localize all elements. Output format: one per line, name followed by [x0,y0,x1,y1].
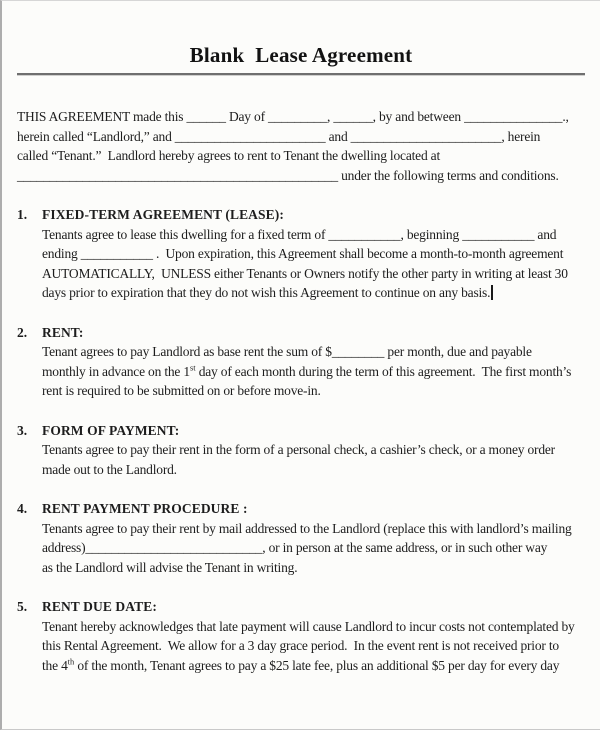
section-list [17,205,585,675]
section-content [42,205,585,303]
section-heading: FIXED-TERM AGREEMENT (LEASE): [42,207,284,222]
text-run: ending ___________ . Upon expiration, this Agreement shall become a month-to-month agreement [42,246,564,261]
intro-line: called “Tenant.” Landlord hereby agrees to rent to Tenant the dwelling located at [17,148,441,163]
section-line [42,636,585,656]
text-run: AUTOMATICALLY, UNLESS either Tenants or Owners notify the other party in writing at least 30 [42,265,568,281]
intro-line: THIS AGREEMENT made this ______ Day of _________, ______, by and between _______________., [17,109,569,124]
section-number: 2. [17,324,28,340]
title-rule [17,73,585,75]
agreement-section [17,205,585,303]
agreement-section [17,597,585,675]
agreement-section [17,323,585,401]
intro-line: herein called “Landlord,” and _______________________ and _______________________, herein [17,128,541,144]
text-run: Tenants agree to pay their rent in the form of a personal check, a cashier’s check, or a money order [42,442,555,457]
text-run: monthly in advance on the 1 [42,363,190,379]
section-heading: FORM OF PAYMENT: [42,422,180,438]
section-line [42,440,585,460]
section-line [42,283,585,303]
section-content [42,421,585,480]
section-heading: RENT PAYMENT PROCEDURE : [42,501,248,516]
text-run: of the month, Tenant agrees to pay a $25 late fee, plus an additional $5 per day for every day [74,657,560,673]
section-line [42,381,585,401]
section-number: 4. [17,501,28,516]
text-run: day of each month during the term of this agreement. The first month’s [195,363,572,379]
intro-line: _________________________________________________ under the following terms and conditions. [17,167,559,183]
agreement-section [17,499,585,577]
section-number: 5. [17,599,28,614]
text-run: as the Landlord will advise the Tenant in writing. [42,559,298,575]
section-line [42,558,585,578]
agreement-section [17,421,585,480]
text-run: made out to the Landlord. [42,461,177,477]
text-run: Tenants agree to lease this dwelling for a fixed term of ___________, beginning ___________ and [42,226,557,242]
section-heading: RENT DUE DATE: [42,599,157,614]
section-line [42,225,585,245]
section-body [42,440,585,479]
section-line [42,342,585,362]
text-run: the 4 [42,657,68,673]
ordinal-superscript: th [67,657,75,666]
section-heading: RENT: [42,324,84,340]
ordinal-superscript: st [189,363,196,372]
intro-paragraph [17,107,585,185]
section-line [42,538,585,558]
section-line [42,460,585,480]
section-number: 1. [17,207,28,222]
text-run: address)___________________________, or in person at the same address, or in such other way [42,540,548,555]
section-line [42,656,585,676]
section-number: 3. [17,422,28,438]
text-caret-icon [491,285,493,300]
text-run: days prior to expiration that they do not wish this Agreement to continue on any basis. [42,285,491,300]
section-body [42,519,585,578]
text-run: this Rental Agreement. We allow for a 3 day grace period. In the event rent is not received prior to [42,638,559,653]
section-body [42,225,585,303]
section-body [42,342,585,401]
section-content [42,323,585,401]
document-title: Blank Lease Agreement [189,43,413,67]
section-line [42,244,585,264]
section-line [42,264,585,284]
text-run: rent is required to be submitted on or before move-in. [42,383,321,398]
text-run: Tenants agree to pay their rent by mail addressed to the Landlord (replace this with landlord’s mailing [42,520,572,536]
text-run: Tenant hereby acknowledges that late payment will cause Landlord to incur costs not contemplated by [42,618,575,634]
section-line [42,617,585,637]
section-body [42,617,585,676]
section-content [42,597,585,675]
section-line [42,519,585,539]
section-line [42,362,585,382]
text-run: Tenant agrees to pay Landlord as base rent the sum of $________ per month, due and payable [42,344,532,359]
section-content [42,499,585,577]
